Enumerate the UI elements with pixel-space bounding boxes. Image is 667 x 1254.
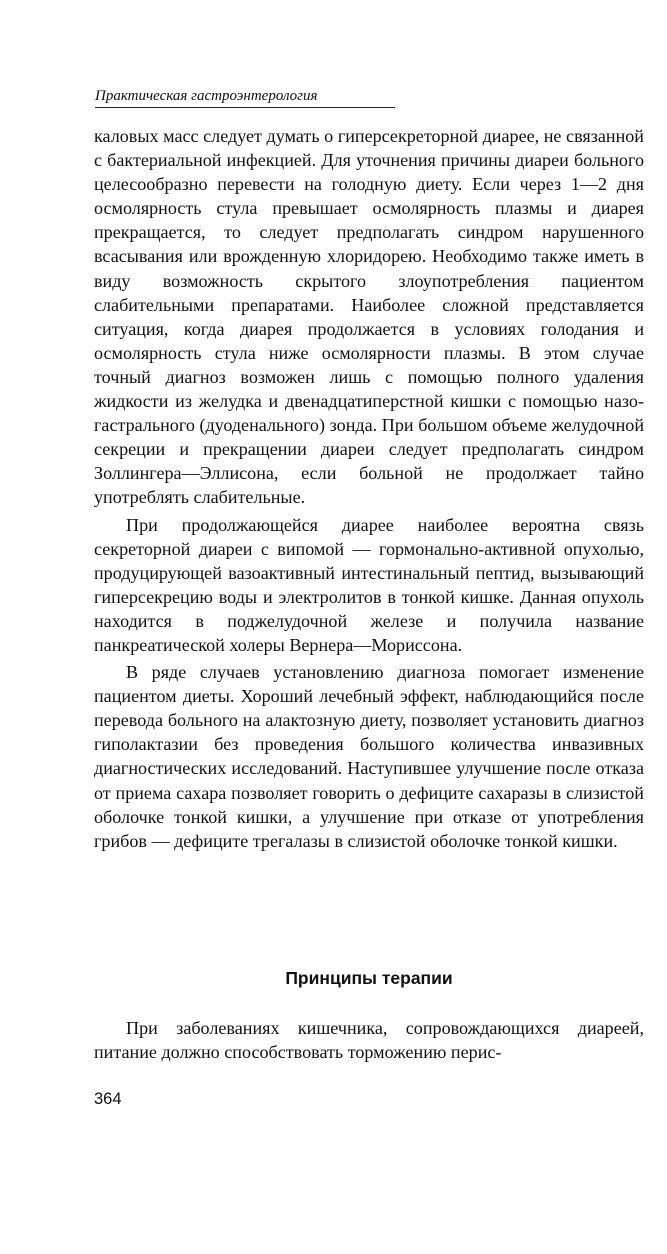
body-text — [94, 124, 644, 853]
paragraph-continuation: каловых масс следует думать о гиперсекреторной диарее, не связанной с бактериальной инфекцией. Для уточнения причины диареи больного целесообразно перевести на голодную диету. Если через 1—2 дня осмолярность стула превышает осмолярность плазмы и диарея прекращается, то следует предполагать синдром нарушенного всасывания или врожденную хлоридорею. Необходимо также иметь в виду возможность скрытого злоупотребления пациентом слабительными препаратами. Наиболее сложной представляется ситуация, когда диарея продолжается в условиях голодания и осмолярность стула ниже осмолярности плазмы. В этом случае точный диагноз возможен лишь с помощью полного удаления жидкости из желудка и двенадцатиперстной кишки с помощью назогастрального (дуоденального) зонда. При большом объеме желудочной секреции и прекращении диареи следует предполагать синдром Золлингера—Эллисона, если больной не продолжает тайно употреблять слабительные. — [94, 126, 644, 508]
paragraph-diet-diagnosis: В ряде случаев установлению диагноза помогает изменение пациентом диеты. Хороший лечебный эффект, наблюдающийся после перевода больного на алактозную диету, позволяет установить диагноз гиполактазии без проведения большого количества инвазивных диагностических исследований. Наступившее улучшение после отказа от приема сахара позволяет говорить о дефиците сахаразы в слизистой оболочке тонкой кишки, а улучшение при отказе от употребления грибов — дефиците трегалазы в слизистой оболочке тонкой кишки. — [94, 662, 644, 851]
paragraph-vipoma: При продолжающейся диарее наиболее вероятна связь секреторной диареи с випомой — гормонально-активной опухолью, продуцирующей вазоактивный интестинальный пептид, вызывающий гиперсекрецию воды и электролитов в тонкой кишке. Данная опухоль находится в поджелудочной железе и получила название панкреатической холеры Вернера—Мориссона. — [94, 514, 644, 655]
paragraph-therapy: При заболеваниях кишечника, сопровождающихся диареей, питание должно способствовать торможению перис- — [94, 1018, 644, 1063]
page-number: 364 — [94, 1090, 122, 1108]
section-body — [94, 1016, 644, 1064]
running-header: Практическая гастроэнтерология — [95, 88, 395, 108]
section-title: Принципы терапии — [285, 968, 453, 988]
